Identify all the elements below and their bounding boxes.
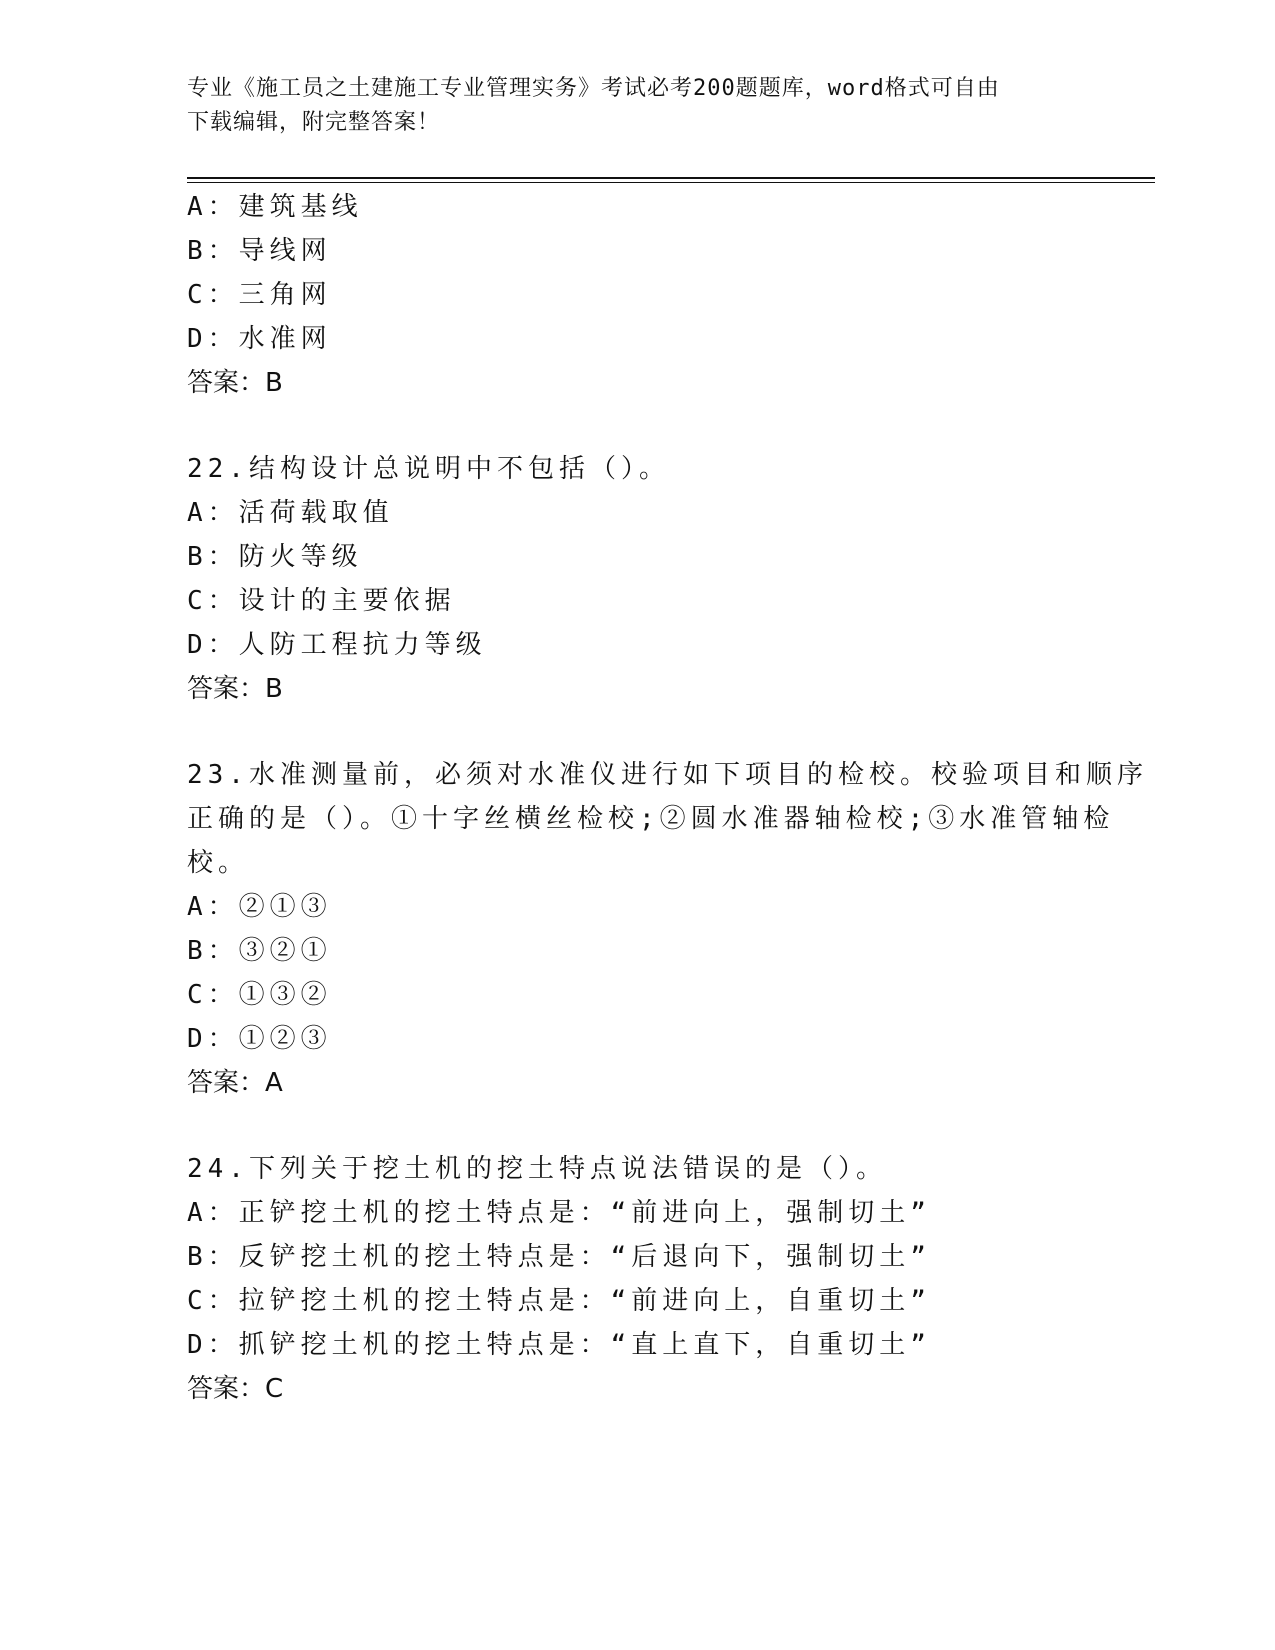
q24-stem: 24.下列关于挖土机的挖土特点说法错误的是（）。 bbox=[187, 1154, 887, 1184]
q21-option-b: B：导线网 bbox=[187, 236, 332, 266]
q23-option-c: C：①③② bbox=[187, 980, 332, 1010]
header-rule-thin bbox=[187, 182, 1155, 183]
q22-option-b: B：防火等级 bbox=[187, 542, 363, 572]
header-rule-thick bbox=[187, 177, 1155, 179]
header-line-1: 专业《施工员之土建施工专业管理实务》考试必考200题题库，word格式可自由 bbox=[187, 76, 1000, 101]
q24-option-c: C：拉铲挖土机的挖土特点是：“前进向上，自重切土” bbox=[187, 1286, 931, 1316]
q22-stem: 22.结构设计总说明中不包括（）。 bbox=[187, 454, 670, 484]
q24-option-a: A：正铲挖土机的挖土特点是：“前进向上，强制切土” bbox=[187, 1198, 931, 1228]
q22-option-a: A：活荷载取值 bbox=[187, 498, 394, 528]
q23-option-a: A：②①③ bbox=[187, 892, 332, 922]
q23-stem-line-1: 23.水准测量前，必须对水准仪进行如下项目的检校。校验项目和顺序 bbox=[187, 760, 1148, 790]
q23-option-d: D：①②③ bbox=[187, 1024, 332, 1054]
document-header bbox=[187, 72, 1087, 140]
q23-stem-line-2: 正确的是（）。①十字丝横丝检校;②圆水准器轴检校;③水准管轴检 bbox=[187, 804, 1115, 834]
q21-option-d: D：水准网 bbox=[187, 324, 332, 354]
q21-option-c: C：三角网 bbox=[187, 280, 332, 310]
q23-stem-line-3: 校。 bbox=[187, 848, 250, 878]
q23-option-b: B：③②① bbox=[187, 936, 332, 966]
q24-option-d: D：抓铲挖土机的挖土特点是：“直上直下，自重切土” bbox=[187, 1330, 931, 1360]
q22-option-c: C：设计的主要依据 bbox=[187, 586, 456, 616]
q22-option-d: D：人防工程抗力等级 bbox=[187, 630, 487, 660]
q23-answer: 答案：A bbox=[187, 1068, 283, 1098]
q21-option-a: A：建筑基线 bbox=[187, 192, 363, 222]
q24-answer: 答案：C bbox=[187, 1374, 284, 1404]
header-line-2: 下载编辑，附完整答案！ bbox=[187, 110, 441, 135]
q21-answer: 答案：B bbox=[187, 368, 283, 398]
q22-answer: 答案：B bbox=[187, 674, 283, 704]
q24-option-b: B：反铲挖土机的挖土特点是：“后退向下，强制切土” bbox=[187, 1242, 931, 1272]
